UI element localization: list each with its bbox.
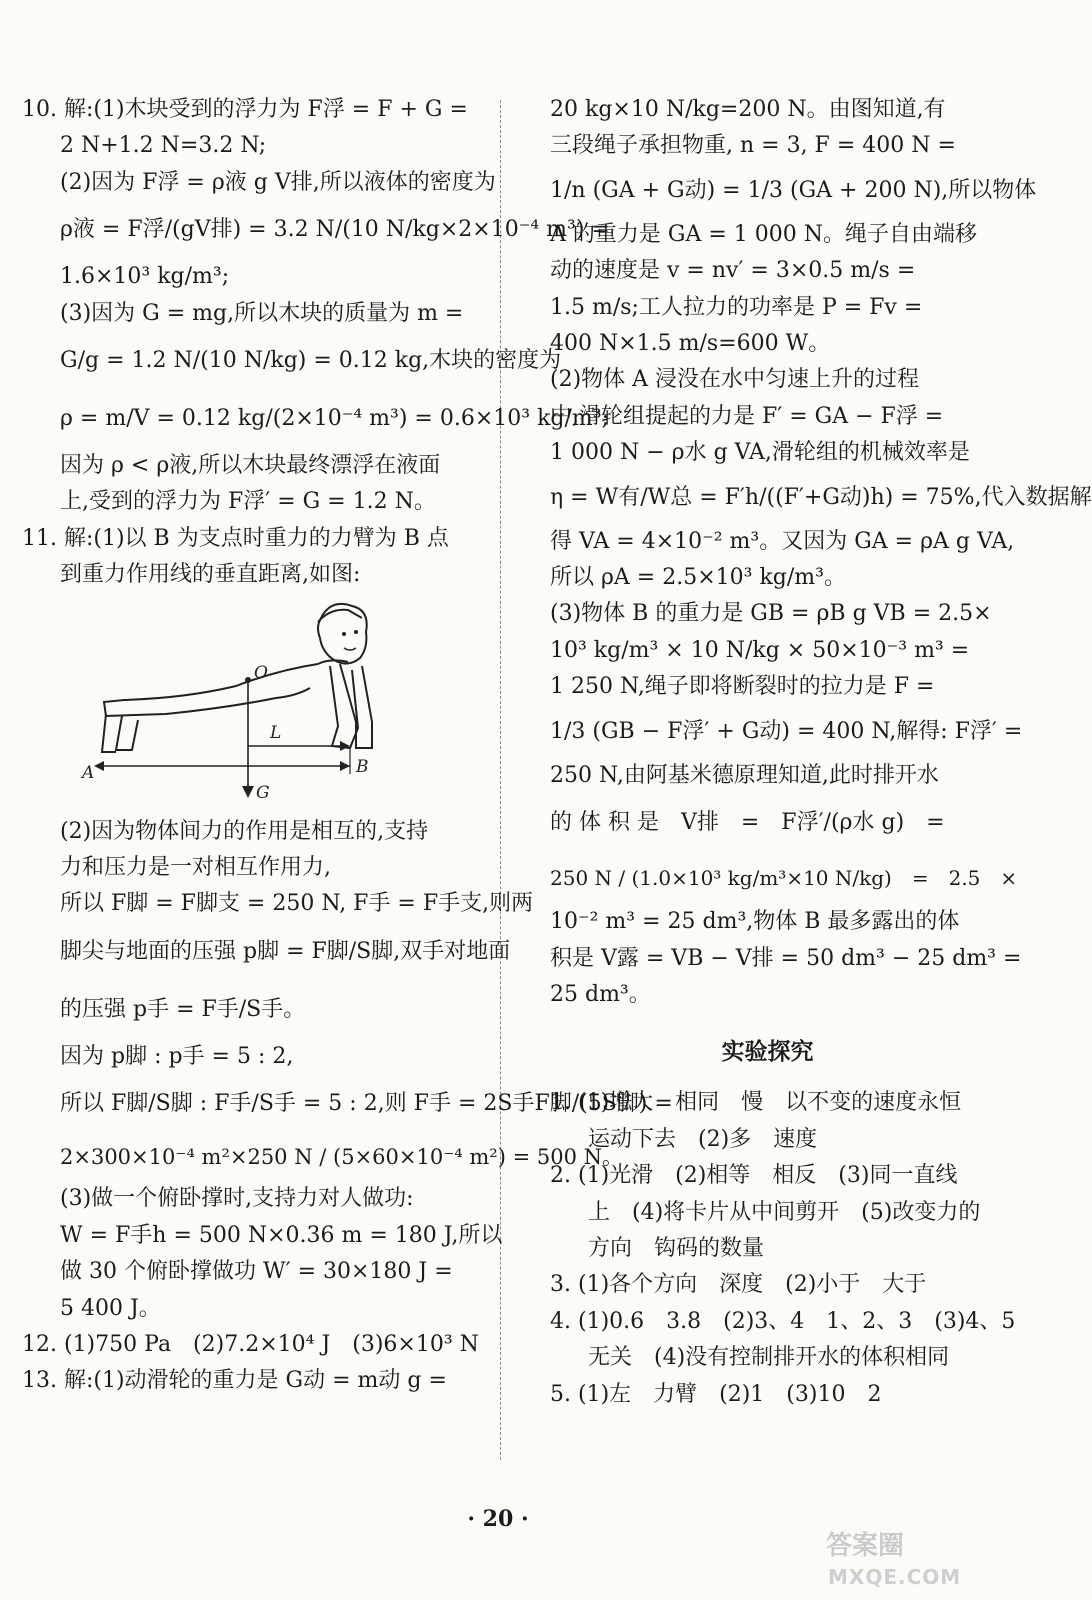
q13-line-13: 得 VA = 4×10⁻² m³。又因为 GA = ρA g VA,: [550, 528, 1015, 554]
q13-line-8: 400 N×1.5 m/s=600 W。: [550, 331, 831, 357]
q10-line-7: G/g = 1.2 N/(10 N/kg) = 0.12 kg,木块的密度为: [60, 348, 562, 374]
label-a: A: [82, 762, 95, 783]
q13-line-21: 250 N / (1.0×10³ kg/m³×10 N/kg) = 2.5 ×: [550, 866, 1018, 891]
q10-line-5: 1.6×10³ kg/m³;: [60, 264, 230, 290]
q11-line-2: 到重力作用线的垂直距离,如图:: [60, 562, 361, 588]
q13-line-22: 10⁻² m³ = 25 dm³,物体 B 最多露出的体: [550, 909, 960, 935]
column-divider: [500, 100, 501, 1460]
right-column: [550, 92, 1092, 1413]
q11-line-12: W = F手h = 500 N×0.36 m = 180 J,所以: [60, 1222, 503, 1248]
q12-line: 12. (1)750 Pa (2)7.2×10⁴ J (3)6×10³ N: [22, 1331, 479, 1357]
q11-line-10: 2×300×10⁻⁴ m²×250 N / (5×60×10⁻⁴ m²) = 500 N。: [60, 1145, 623, 1170]
pushup-figure: [82, 598, 477, 812]
q13-line-18: 1/3 (GB − F浮′ + G动) = 400 N,解得: F浮′ =: [550, 718, 1023, 744]
watermark-main: 答案圈: [826, 1531, 905, 1561]
q13-line-7: 1.5 m/s;工人拉力的功率是 P = Fv =: [550, 294, 923, 320]
label-b: B: [356, 756, 369, 777]
exp-line-3: 2. (1)光滑 (2)相等 相反 (3)同一直线: [550, 1163, 958, 1189]
watermark-logo: [822, 1522, 972, 1592]
q11-line-4: 力和压力是一对相互作用力,: [60, 855, 331, 881]
q13-line-16: 10³ kg/m³ × 10 N/kg × 50×10⁻³ m³ =: [550, 637, 970, 663]
q13-line-14: 所以 ρA = 2.5×10³ kg/m³。: [550, 565, 846, 591]
q13-line-19: 250 N,由阿基米德原理知道,此时排开水: [550, 762, 939, 788]
q13-line-1: 13. 解:(1)动滑轮的重力是 G动 = m动 g =: [22, 1368, 447, 1394]
q11-line-1: 11. 解:(1)以 B 为支点时重力的力臂为 B 点: [22, 525, 449, 551]
q10-line-3: (2)因为 F浮 = ρ液 g V排,所以液体的密度为: [60, 169, 496, 195]
q13-line-10: 中,滑轮组提起的力是 F′ = GA − F浮 =: [550, 403, 944, 429]
q13-line-5: A 的重力是 GA = 1 000 N。绳子自由端移: [550, 221, 977, 247]
q11-line-3: (2)因为物体间力的作用是相互的,支持: [60, 818, 429, 844]
q11-line-13: 做 30 个俯卧撑做功 W′ = 30×180 J =: [60, 1259, 453, 1285]
q10-line-8: ρ = m/V = 0.12 kg/(2×10⁻⁴ m³) = 0.6×10³ kg/m³;: [60, 406, 610, 432]
exp-line-8: 无关 (4)没有控制排开水的体积相同: [588, 1345, 950, 1371]
label-g: G: [256, 782, 270, 803]
q13-line-4: 1/n (GA + G动) = 1/3 (GA + 200 N),所以物体: [550, 177, 1037, 203]
q11-line-6: 脚尖与地面的压强 p脚 = F脚/S脚,双手对地面: [60, 938, 511, 964]
q10-line-9: 因为 ρ < ρ液,所以木块最终漂浮在液面: [60, 453, 441, 479]
q13-line-12: η = W有/W总 = F′h/((F′+G动)h) = 75%,代入数据解: [550, 484, 1092, 510]
q11-line-9: 所以 F脚/S脚 : F手/S手 = 5 : 2,则 F手 = 2S手F脚/(5S脚) =: [60, 1091, 673, 1117]
exp-line-5: 方向 钩码的数量: [588, 1235, 765, 1261]
exp-line-6: 3. (1)各个方向 深度 (2)小于 大于: [550, 1272, 927, 1298]
q13-line-6: 动的速度是 v = nv′ = 3×0.5 m/s =: [550, 258, 916, 284]
q11-line-14: 5 400 J。: [60, 1295, 161, 1321]
label-o: O: [254, 662, 268, 683]
q13-line-9: (2)物体 A 浸没在水中匀速上升的过程: [550, 367, 920, 393]
q13-line-11: 1 000 N − ρ水 g VA,滑轮组的机械效率是: [550, 440, 970, 466]
q11-line-8: 因为 p脚 : p手 = 5 : 2,: [60, 1043, 294, 1069]
q10-line-6: (3)因为 G = mg,所以木块的质量为 m =: [60, 300, 464, 326]
pushup-diagram: [82, 598, 412, 808]
exp-line-1: 1. (1)增大 相同 慢 以不变的速度永恒: [550, 1090, 962, 1116]
label-l: L: [270, 722, 282, 743]
q10-line-1: 10. 解:(1)木块受到的浮力为 F浮 = F + G =: [22, 97, 468, 122]
q13-line-20: 的 体 积 是 V排 = F浮′/(ρ水 g) =: [550, 810, 945, 836]
page-number: · 20 ·: [467, 1506, 529, 1532]
q13-line-23: 积是 V露 = VB − V排 = 50 dm³ − 25 dm³ =: [550, 945, 1022, 971]
q13-line-2: 20 kg×10 N/kg=200 N。由图知道,有: [550, 97, 946, 122]
exp-line-7: 4. (1)0.6 3.8 (2)3、4 1、2、3 (3)4、5: [550, 1308, 1016, 1334]
q13-line-17: 1 250 N,绳子即将断裂时的拉力是 F =: [550, 674, 935, 700]
q11-line-7: 的压强 p手 = F手/S手。: [60, 996, 306, 1022]
watermark-sub: MXQE.COM: [828, 1565, 962, 1589]
q13-line-24: 25 dm³。: [550, 981, 651, 1007]
q10-line-10: 上,受到的浮力为 F浮′ = G = 1.2 N。: [60, 489, 436, 515]
q13-line-3: 三段绳子承担物重, n = 3, F = 400 N =: [550, 133, 956, 159]
exp-line-2: 运动下去 (2)多 速度: [588, 1126, 818, 1152]
q11-line-11: (3)做一个俯卧撑时,支持力对人做功:: [60, 1186, 414, 1212]
exp-line-4: 上 (4)将卡片从中间剪开 (5)改变力的: [588, 1199, 981, 1225]
q11-line-5: 所以 F脚 = F脚支 = 250 N, F手 = F手支,则两: [60, 891, 534, 917]
q10-line-2: 2 N+1.2 N=3.2 N;: [60, 133, 267, 159]
q10-line-4: ρ液 = F浮/(gV排) = 3.2 N/(10 N/kg×2×10⁻⁴ m³) =: [60, 217, 610, 243]
exp-line-9: 5. (1)左 力臂 (2)1 (3)10 2: [550, 1381, 882, 1407]
section-title: 实验探究: [721, 1038, 814, 1066]
q13-line-15: (3)物体 B 的重力是 GB = ρB g VB = 2.5×: [550, 601, 992, 627]
